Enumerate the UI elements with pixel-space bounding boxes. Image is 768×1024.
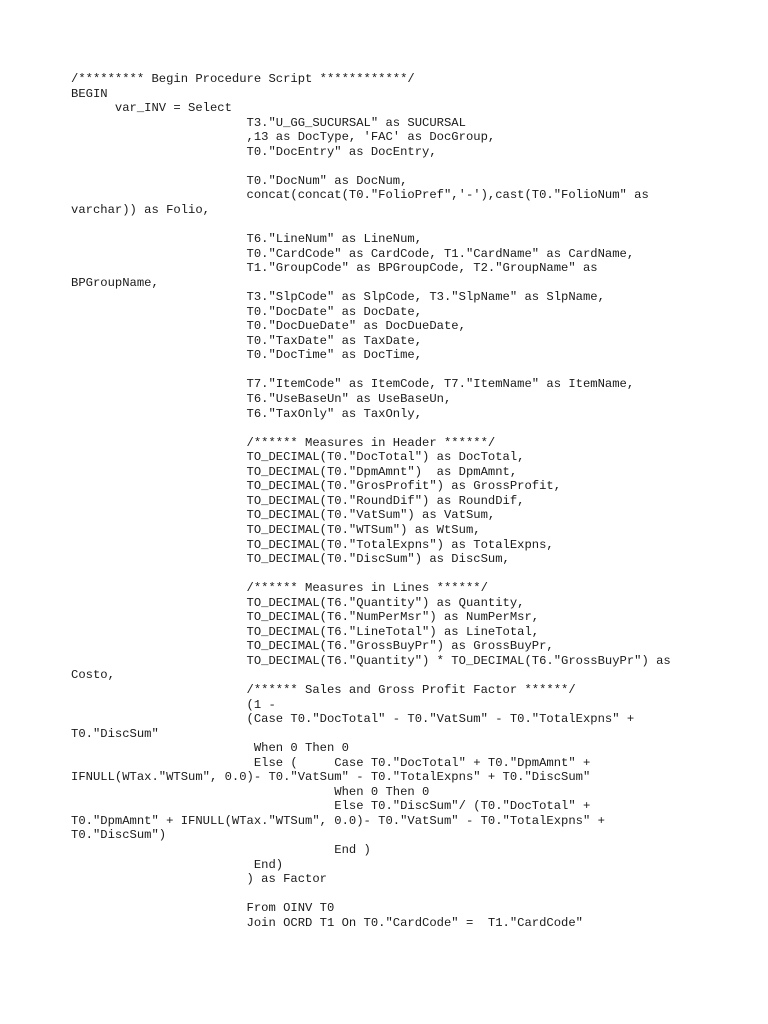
code-line: T7."ItemCode" as ItemCode, T7."ItemName" as ItemName, — [71, 377, 635, 392]
code-line — [71, 363, 671, 378]
code-line: /****** Measures in Lines ******/ — [71, 581, 488, 596]
code-line: TO_DECIMAL(T0."GrosProfit") as GrossProfit, — [71, 479, 562, 494]
code-line: ,13 as DocType, 'FAC' as DocGroup, — [71, 130, 496, 145]
code-line: T0."DiscSum" — [71, 726, 159, 741]
code-line — [71, 887, 671, 902]
code-line: /****** Measures in Header ******/ — [71, 435, 496, 450]
code-line: TO_DECIMAL(T0."RoundDif") as RoundDif, — [71, 493, 525, 508]
code-line: T0."CardCode" as CardCode, T1."CardName" as CardName, — [71, 246, 635, 261]
code-line: T0."DpmAmnt" + IFNULL(WTax."WTSum", 0.0)- T0."VatSum" - T0."TotalExpns" + — [71, 813, 605, 828]
code-line: When 0 Then 0 — [71, 741, 349, 756]
code-line: End ) — [71, 842, 371, 857]
code-line: Join OCRD T1 On T0."CardCode" = T1."CardCode" — [71, 915, 583, 930]
code-line: varchar)) as Folio, — [71, 202, 210, 217]
code-line: End) — [71, 857, 284, 872]
code-line: IFNULL(WTax."WTSum", 0.0)- T0."VatSum" - T0."TotalExpns" + T0."DiscSum" — [71, 770, 591, 785]
code-line: TO_DECIMAL(T6."LineTotal") as LineTotal, — [71, 624, 540, 639]
code-line: T0."DocEntry" as DocEntry, — [71, 144, 437, 159]
code-line — [71, 567, 671, 582]
code-line: TO_DECIMAL(T0."WTSum") as WtSum, — [71, 522, 481, 537]
code-line: BPGroupName, — [71, 275, 159, 290]
code-line: /****** Sales and Gross Profit Factor ******/ — [71, 682, 576, 697]
code-line: From OINV T0 — [71, 901, 335, 916]
code-line: var_INV = Select — [71, 101, 232, 116]
code-line: TO_DECIMAL(T6."NumPerMsr") as NumPerMsr, — [71, 610, 540, 625]
code-line: TO_DECIMAL(T0."VatSum") as VatSum, — [71, 508, 496, 523]
code-line: T6."UseBaseUn" as UseBaseUn, — [71, 392, 452, 407]
code-line: Else T0."DiscSum"/ (T0."DocTotal" + — [71, 799, 591, 814]
code-line: T6."LineNum" as LineNum, — [71, 232, 423, 247]
code-line: T0."DocTime" as DocTime, — [71, 348, 423, 363]
code-line — [71, 159, 671, 174]
code-line: TO_DECIMAL(T6."GrossBuyPr") as GrossBuyPr, — [71, 639, 554, 654]
code-line: T0."TaxDate" as TaxDate, — [71, 333, 423, 348]
code-line: BEGIN — [71, 86, 108, 101]
code-line: T1."GroupCode" as BPGroupCode, T2."GroupName" as — [71, 261, 598, 276]
code-line: TO_DECIMAL(T6."Quantity") as Quantity, — [71, 595, 525, 610]
code-line: T3."U_GG_SUCURSAL" as SUCURSAL — [71, 115, 466, 130]
code-line: (1 - — [71, 697, 276, 712]
code-line: When 0 Then 0 — [71, 784, 430, 799]
code-line: /********* Begin Procedure Script ************/ — [71, 72, 415, 86]
code-line: T6."TaxOnly" as TaxOnly, — [71, 406, 423, 421]
code-line: T0."DocNum" as DocNum, — [71, 173, 408, 188]
procedure-script-code — [71, 72, 671, 930]
code-line: T0."DocDate" as DocDate, — [71, 304, 423, 319]
code-line — [71, 217, 671, 232]
code-line — [71, 421, 671, 436]
code-line: T0."DiscSum") — [71, 828, 167, 843]
code-line: (Case T0."DocTotal" - T0."VatSum" - T0."TotalExpns" + — [71, 712, 635, 727]
code-line: Costo, — [71, 668, 115, 683]
code-line: TO_DECIMAL(T0."TotalExpns") as TotalExpns, — [71, 537, 554, 552]
code-line: T0."DocDueDate" as DocDueDate, — [71, 319, 466, 334]
code-line: Else ( Case T0."DocTotal" + T0."DpmAmnt" + — [71, 755, 591, 770]
code-line: T3."SlpCode" as SlpCode, T3."SlpName" as SlpName, — [71, 290, 605, 305]
code-line: TO_DECIMAL(T0."DocTotal") as DocTotal, — [71, 450, 525, 465]
code-line: ) as Factor — [71, 872, 327, 887]
code-line: TO_DECIMAL(T0."DiscSum") as DiscSum, — [71, 552, 510, 567]
code-line: TO_DECIMAL(T6."Quantity") * TO_DECIMAL(T6."GrossBuyPr") as — [71, 653, 671, 668]
code-line: TO_DECIMAL(T0."DpmAmnt") as DpmAmnt, — [71, 464, 518, 479]
code-line: concat(concat(T0."FolioPref",'-'),cast(T0."FolioNum" as — [71, 188, 649, 203]
